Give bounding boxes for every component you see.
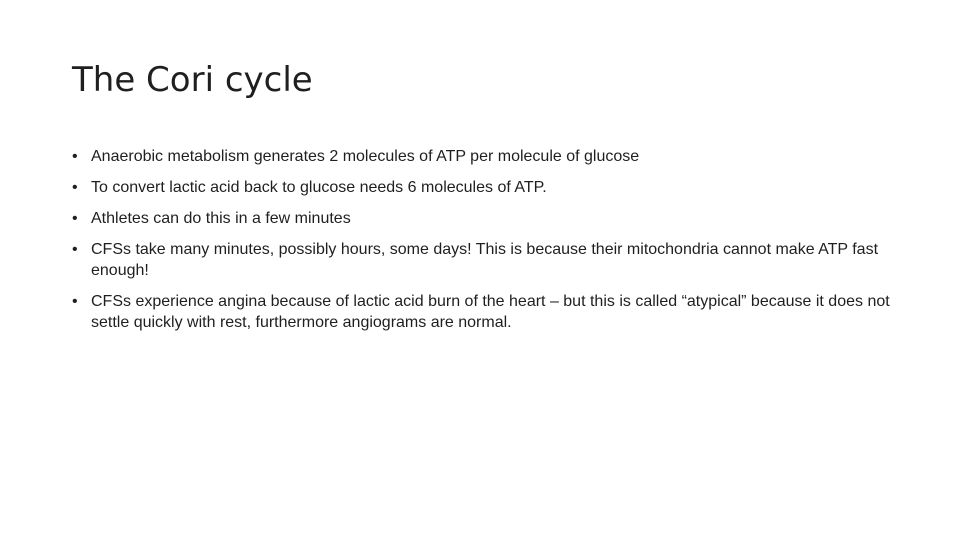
bullet-icon: • [72, 179, 78, 196]
bullet-text: CFSs take many minutes, possibly hours, some days! This is because their mitochondria cannot make ATP fast enough! [91, 241, 879, 279]
bullet-item [72, 291, 892, 333]
bullet-item [72, 239, 892, 281]
bullet-icon: • [72, 293, 78, 310]
bullet-text: To convert lactic acid back to glucose needs 6 molecules of ATP. [91, 179, 547, 196]
bullet-text: CFSs experience angina because of lactic acid burn of the heart – but this is called “atypical” because it does not settle quickly with rest, furthermore angiograms are normal. [91, 293, 890, 331]
bullet-item [72, 177, 892, 198]
bullet-list [72, 146, 892, 333]
bullet-item [72, 146, 892, 167]
bullet-text: Anaerobic metabolism generates 2 molecules of ATP per molecule of glucose [91, 148, 640, 165]
bullet-icon: • [72, 241, 78, 258]
bullet-text: Athletes can do this in a few minutes [91, 210, 351, 227]
bullet-item [72, 208, 892, 229]
bullet-icon: • [72, 148, 78, 165]
bullet-icon: • [72, 210, 78, 227]
slide-title: The Cori cycle [72, 60, 313, 100]
